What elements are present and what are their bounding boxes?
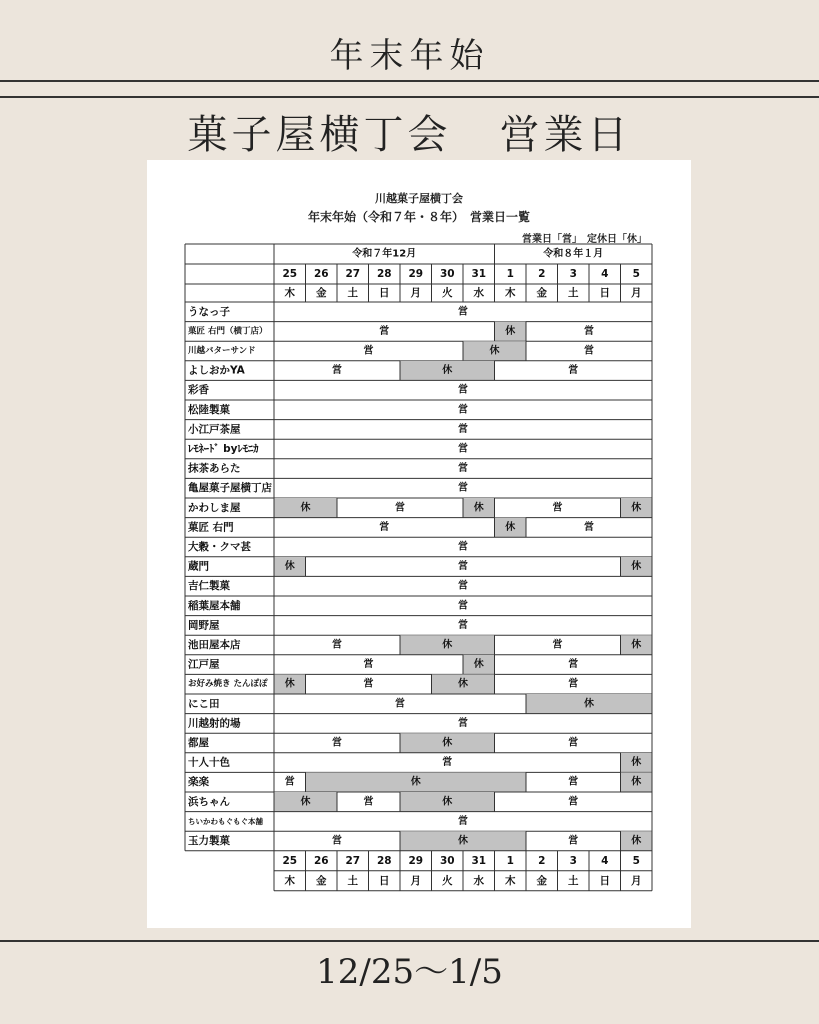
weekday-label: 金	[536, 287, 547, 299]
closed-label: 休	[300, 796, 311, 808]
day-number: 5	[632, 854, 640, 867]
shop-name: 玉力製菓	[188, 835, 230, 847]
page-subtitle	[0, 103, 819, 160]
day-number: 3	[569, 268, 577, 280]
day-number: 25	[282, 854, 298, 867]
shop-name: 菓匠 右門	[188, 521, 234, 534]
closed-label: 休	[631, 835, 642, 847]
weekday-label: 水	[473, 287, 484, 299]
shop-name: ﾚﾓﾈｰﾄﾞ byﾚﾓﾆｶ	[188, 443, 259, 455]
shop-name: 彩香	[188, 384, 209, 397]
open-label: 営	[379, 521, 390, 533]
open-label: 営	[458, 384, 468, 396]
day-number: 27	[345, 854, 361, 867]
day-number: 29	[408, 854, 424, 867]
shop-name: 松陸製菓	[188, 403, 230, 416]
closed-label: 休	[631, 561, 642, 573]
weekday-label: 日	[599, 874, 610, 887]
top-divider	[0, 80, 819, 82]
closed-label: 休	[631, 502, 642, 514]
closed-label: 休	[473, 659, 484, 671]
open-label: 営	[458, 423, 468, 435]
open-label: 営	[458, 443, 468, 455]
weekday-label: 日	[379, 874, 390, 887]
open-label: 営	[568, 737, 579, 749]
closed-label: 休	[284, 678, 295, 690]
day-number: 31	[471, 854, 487, 867]
weekday-label: 土	[568, 287, 579, 299]
closed-label: 休	[631, 776, 642, 788]
open-label: 営	[442, 757, 453, 769]
open-label: 営	[458, 404, 468, 416]
shop-name: 池田屋本店	[188, 639, 241, 651]
shop-name: 吉仁製菓	[188, 580, 230, 593]
open-label: 営	[458, 815, 468, 827]
weekday-label: 木	[284, 287, 295, 299]
weekday-label: 土	[347, 287, 358, 299]
closed-label: 休	[442, 796, 453, 808]
schedule-table	[147, 160, 691, 928]
day-number: 28	[376, 268, 392, 280]
document-subtitle: 年末年始（令和７年・８年） 営業日一覧	[307, 210, 530, 224]
open-label: 営	[458, 580, 468, 592]
weekday-label: 木	[284, 874, 295, 887]
shop-name: 岡野屋	[188, 619, 220, 632]
open-label: 営	[284, 776, 295, 788]
day-number: 28	[376, 854, 392, 867]
day-number: 31	[471, 268, 487, 280]
weekday-label: 金	[536, 874, 547, 887]
weekday-label: 金	[316, 287, 327, 299]
open-label: 営	[458, 561, 468, 573]
open-label: 営	[568, 678, 579, 690]
day-number: 30	[439, 854, 455, 867]
open-label: 営	[568, 835, 579, 847]
day-number: 2	[538, 268, 546, 280]
shop-name: お好み焼き たんぽぽ	[188, 679, 268, 690]
closed-label: 休	[410, 776, 421, 788]
day-number: 4	[601, 854, 609, 867]
open-label: 営	[568, 776, 579, 788]
open-label: 営	[568, 796, 579, 808]
open-label: 営	[332, 639, 342, 651]
day-number: 1	[506, 854, 514, 867]
schedule-document	[147, 160, 691, 928]
day-number: 2	[538, 854, 546, 867]
weekday-label: 火	[442, 287, 453, 299]
open-label: 営	[458, 306, 468, 318]
open-label: 営	[458, 463, 468, 475]
closed-label: 休	[505, 521, 516, 533]
shop-name: うなっ子	[188, 305, 230, 318]
day-number: 3	[569, 854, 577, 867]
open-label: 営	[552, 639, 563, 651]
document-legend: 営業日「営」 定休日「休」	[522, 234, 647, 245]
shop-name: 川越射的場	[188, 717, 241, 730]
open-label: 営	[458, 717, 468, 729]
shop-name: 大穀・クマ甚	[188, 541, 251, 553]
business-days-label: 営業日	[499, 112, 632, 158]
shop-name: かわしま屋	[188, 501, 241, 514]
shop-name: 川越バターサンド	[188, 346, 256, 356]
weekday-label: 土	[568, 874, 579, 887]
shop-name: よしおかYA	[188, 364, 245, 377]
day-number: 25	[282, 268, 298, 280]
weekday-label: 木	[505, 874, 516, 887]
day-number: 30	[439, 268, 455, 280]
weekday-label: 金	[316, 874, 327, 887]
open-label: 営	[458, 541, 468, 553]
weekday-label: 木	[505, 287, 516, 299]
month-label: 令和８年１月	[543, 248, 604, 260]
closed-label: 休	[631, 757, 642, 769]
weekday-label: 日	[379, 287, 390, 299]
open-label: 営	[458, 600, 468, 612]
open-label: 営	[395, 698, 405, 710]
open-label: 営	[584, 325, 594, 337]
shop-name: 小江戸茶屋	[188, 423, 241, 436]
shop-name: 菓匠 右門（横丁店）	[188, 326, 268, 337]
day-number: 5	[632, 268, 640, 280]
open-label: 営	[458, 619, 468, 631]
weekday-label: 水	[473, 874, 484, 887]
closed-label: 休	[458, 835, 468, 847]
open-label: 営	[332, 365, 342, 377]
weekday-label: 月	[410, 287, 421, 299]
shop-name: 楽楽	[188, 776, 209, 789]
open-label: 営	[363, 796, 374, 808]
shop-name: 都屋	[188, 737, 209, 749]
shop-name: 江戸屋	[188, 658, 220, 671]
open-label: 営	[568, 365, 579, 377]
weekday-label: 土	[347, 874, 358, 887]
title-divider	[0, 96, 819, 98]
closed-label: 休	[284, 561, 295, 573]
weekday-label: 日	[599, 287, 610, 299]
open-label: 営	[395, 502, 405, 514]
open-label: 営	[568, 659, 579, 671]
closed-label: 休	[584, 698, 594, 710]
open-label: 営	[379, 325, 390, 337]
weekday-label: 月	[410, 874, 421, 887]
closed-label: 休	[442, 737, 453, 749]
shop-name: 十人十色	[188, 756, 230, 769]
shop-name: 亀屋菓子屋横丁店	[188, 482, 272, 495]
month-label: 令和７年12月	[352, 248, 417, 260]
closed-label: 休	[442, 639, 453, 651]
shop-name: 抹茶あらた	[188, 462, 241, 475]
day-number: 27	[345, 268, 361, 280]
closed-label: 休	[631, 639, 642, 651]
closed-label: 休	[442, 365, 453, 377]
closed-label: 休	[489, 345, 500, 357]
day-number: 26	[313, 268, 329, 280]
open-label: 営	[584, 345, 594, 357]
document-title: 川越菓子屋横丁会	[375, 192, 463, 205]
closed-label: 休	[458, 678, 468, 690]
association-name: 菓子屋横丁会	[187, 112, 452, 158]
footer-divider	[0, 940, 819, 942]
day-number: 1	[506, 268, 514, 280]
shop-name: にこ田	[188, 697, 220, 710]
shop-name: 蔵門	[188, 560, 209, 573]
open-label: 営	[332, 737, 342, 749]
shop-name: ちいかわもぐもぐ本舗	[188, 816, 263, 826]
closed-label: 休	[300, 502, 311, 514]
weekday-label: 月	[631, 874, 642, 887]
closed-label: 休	[505, 325, 516, 337]
shop-name: 浜ちゃん	[188, 795, 230, 808]
weekday-label: 火	[442, 874, 453, 887]
day-number: 29	[408, 268, 424, 280]
open-label: 営	[363, 345, 374, 357]
open-label: 営	[552, 502, 563, 514]
date-range: 12/25〜1/5	[316, 952, 503, 992]
day-number: 4	[601, 268, 609, 280]
open-label: 営	[584, 521, 594, 533]
day-number: 26	[313, 854, 329, 867]
open-label: 営	[458, 482, 468, 494]
open-label: 営	[363, 678, 374, 690]
page-title: 年末年始	[329, 36, 490, 76]
open-label: 営	[332, 835, 342, 847]
weekday-label: 月	[631, 287, 642, 299]
open-label: 営	[363, 659, 374, 671]
closed-label: 休	[473, 502, 484, 514]
shop-name: 稲葉屋本舗	[188, 599, 241, 612]
